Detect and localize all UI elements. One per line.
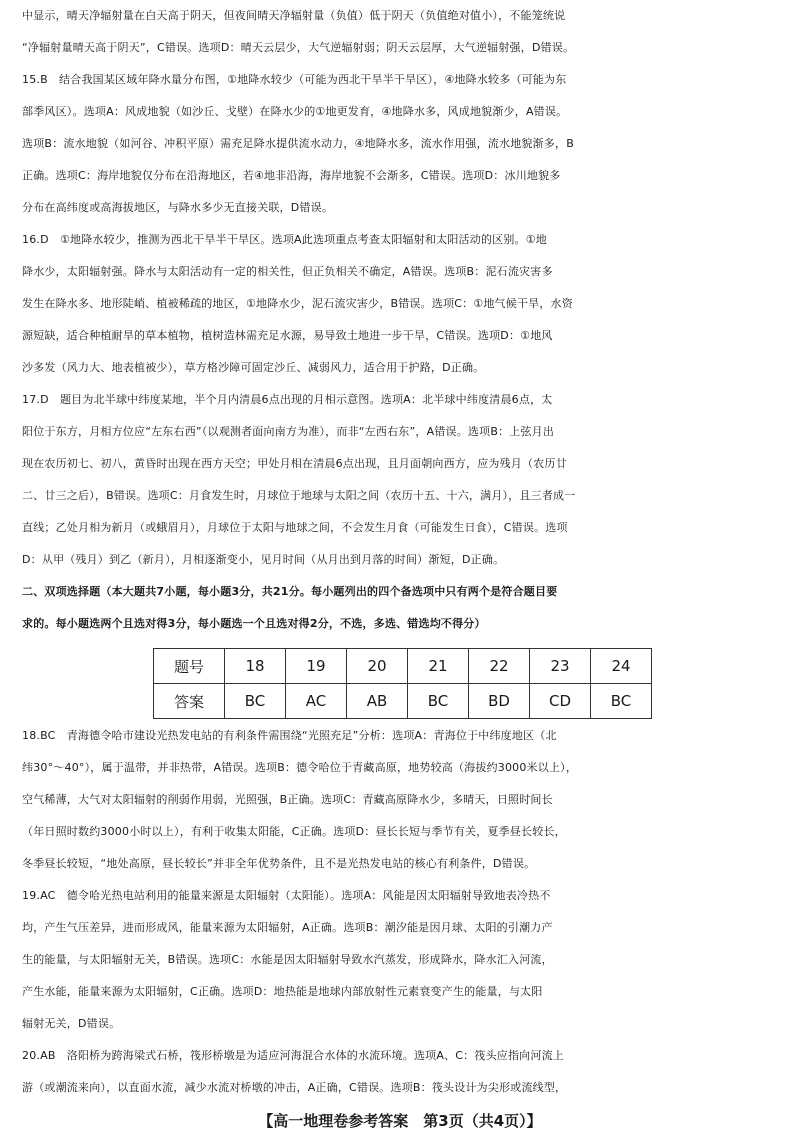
q15-line-3: 选项B：流水地貌（如河谷、冲积平原）需充足降水提供流水动力，④地降水多，流水作用强，流水地貌渐多，B <box>22 137 574 150</box>
q19-line-1: 19.AC 德令哈光热电站利用的能量来源是太阳辐射（太阳能）。选项A：风能是因太阳辐射导致地表冷热不 <box>22 889 551 902</box>
table-answer-cell: BC <box>225 684 286 719</box>
table-answer-cell: BC <box>591 684 652 719</box>
q19-line-4: 产生水能，能量来源为太阳辐射，C正确。选项D：地热能是地球内部放射性元素衰变产生的能量，与太阳 <box>22 985 543 998</box>
answer-table-header-row <box>154 649 652 684</box>
q15-line-5: 分布在高纬度或高海拔地区，与降水多少无直接关联，D错误。 <box>22 201 334 214</box>
answer-table <box>153 648 652 719</box>
table-answer-cell: BD <box>469 684 530 719</box>
q19-line-3: 生的能量，与太阳辐射无关，B错误。选项C：水能是因太阳辐射导致水汽蒸发，形成降水，降水汇入河流， <box>22 953 553 966</box>
q19-line-5: 辐射无关，D错误。 <box>22 1017 121 1030</box>
q16-line-4: 源短缺，适合种植耐旱的草本植物，植树造林需充足水源，易导致土地进一步干旱，C错误。选项D：①地风 <box>22 329 553 342</box>
table-number-cell: 20 <box>347 649 408 684</box>
table-number-cell: 24 <box>591 649 652 684</box>
q17-line-4: 二、廿三之后），B错误。选项C：月食发生时，月球位于地球与太阳之间（农历十五、十六，满月），且三者成一 <box>22 489 576 502</box>
q18-line-4: （年日照时数约3000小时以上），有利于收集太阳能，C正确。选项D：昼长长短与季节有关，夏季昼长较长， <box>22 825 566 838</box>
table-header-label: 题号 <box>154 649 225 684</box>
q17-line-2: 阳位于东方，月相方位应“左东右西”（以观测者面向南方为准），而非“左西右东”，A错误。选项B：上弦月出 <box>22 425 555 438</box>
q17-line-1: 17.D 题目为北半球中纬度某地，半个月内清晨6点出现的月相示意图。选项A：北半球中纬度清晨6点，太 <box>22 393 553 406</box>
table-answer-cell: BC <box>408 684 469 719</box>
table-number-cell: 23 <box>530 649 591 684</box>
table-answer-cell: CD <box>530 684 591 719</box>
section-heading-line-2: 求的。每小题选两个且选对得3分，每小题选一个且选对得2分，不选，多选、错选均不得分） <box>22 617 486 630</box>
q17-line-6: D：从甲（残月）到乙（新月），月相逐渐变小，见月时间（从月出到月落的时间）渐短，D正确。 <box>22 553 505 566</box>
table-answer-label: 答案 <box>154 684 225 719</box>
q17-line-3: 现在农历初七、初八，黄昏时出现在西方天空；甲处月相在清晨6点出现，且月面朝向西方，应为残月（农历廿 <box>22 457 567 470</box>
q20-line-1: 20.AB 洛阳桥为跨海梁式石桥，筏形桥墩是为适应河海混合水体的水流环境。选项A、C：筏头应指向河流上 <box>22 1049 564 1062</box>
table-number-cell: 19 <box>286 649 347 684</box>
q19-line-2: 均，产生气压差异，进而形成风，能量来源为太阳辐射，A正确。选项B：潮汐能是因月球、太阳的引潮力产 <box>22 921 553 934</box>
table-number-cell: 21 <box>408 649 469 684</box>
q18-line-1: 18.BC 青海德令哈市建设光热发电站的有利条件需围绕“光照充足”分析：选项A：青海位于中纬度地区（北 <box>22 729 557 742</box>
q16-line-3: 发生在降水多、地形陡峭、植被稀疏的地区，①地降水少，泥石流灾害少，B错误。选项C：①地气候干旱，水资 <box>22 297 573 310</box>
table-answer-cell: AB <box>347 684 408 719</box>
table-number-cell: 22 <box>469 649 530 684</box>
q16-line-2: 降水少，太阳辐射强。降水与太阳活动有一定的相关性，但正负相关不确定，A错误。选项B：泥石流灾害多 <box>22 265 553 278</box>
table-number-cell: 18 <box>225 649 286 684</box>
q20-line-2: 游（或潮流来向），以直面水流，减少水流对桥墩的冲击，A正确，C错误。选项B：筏头设计为尖形或流线型， <box>22 1081 567 1094</box>
q16-line-1: 16.D ①地降水较少，推测为西北干旱半干旱区。选项A此选项重点考查太阳辐射和太阳活动的区别。①地 <box>22 233 548 246</box>
q15-line-2: 部季风区）。选项A：风成地貌（如沙丘、戈壁）在降水少的①地更发育，④地降水多，风成地貌渐少，A错误。 <box>22 105 568 118</box>
q17-line-5: 直线；乙处月相为新月（或蛾眉月），月球位于太阳与地球之间，不会发生月食（可能发生日食），C错误。选项 <box>22 521 568 534</box>
q15-line-1: 15.B 结合我国某区域年降水量分布图，①地降水较少（可能为西北干旱半干旱区），④地降水较多（可能为东 <box>22 73 567 86</box>
text-line-1: 中显示，晴天净辐射量在白天高于阴天，但夜间晴天净辐射量（负值）低于阴天（负值绝对值小），不能笼统说 <box>22 9 566 22</box>
q18-line-5: 冬季昼长较短，“地处高原，昼长较长”并非全年优势条件，且不是光热发电站的核心有利条件，D错误。 <box>22 857 536 870</box>
q15-line-4: 正确。选项C：海岸地貌仅分布在沿海地区，若④地非沿海，海岸地貌不会渐多，C错误。选项D：冰川地貌多 <box>22 169 561 182</box>
text-line-2: “净辐射量晴天高于阴天”，C错误。选项D：晴天云层少，大气逆辐射弱；阴天云层厚，大气逆辐射强，D错误。 <box>22 41 575 54</box>
section-heading-line-1: 二、双项选择题（本大题共7小题，每小题3分，共21分。每小题列出的四个备选项中只有两个是符合题目要 <box>22 585 558 598</box>
q18-line-3: 空气稀薄，大气对太阳辐射的削弱作用弱，光照强，B正确。选项C：青藏高原降水少，多晴天，日照时间长 <box>22 793 553 806</box>
page-footer: 【高一地理卷参考答案 第3页（共4页）】 <box>258 1112 542 1130</box>
table-answer-cell: AC <box>286 684 347 719</box>
q16-line-5: 沙多发（风力大、地表植被少），草方格沙障可固定沙丘、减弱风力，适合用于护路，D正确。 <box>22 361 485 374</box>
q18-line-2: 纬30°～40°），属于温带，并非热带，A错误。选项B：德令哈位于青藏高原，地势较高（海拔约3000米以上）， <box>22 761 578 774</box>
answer-table-answer-row <box>154 684 652 719</box>
